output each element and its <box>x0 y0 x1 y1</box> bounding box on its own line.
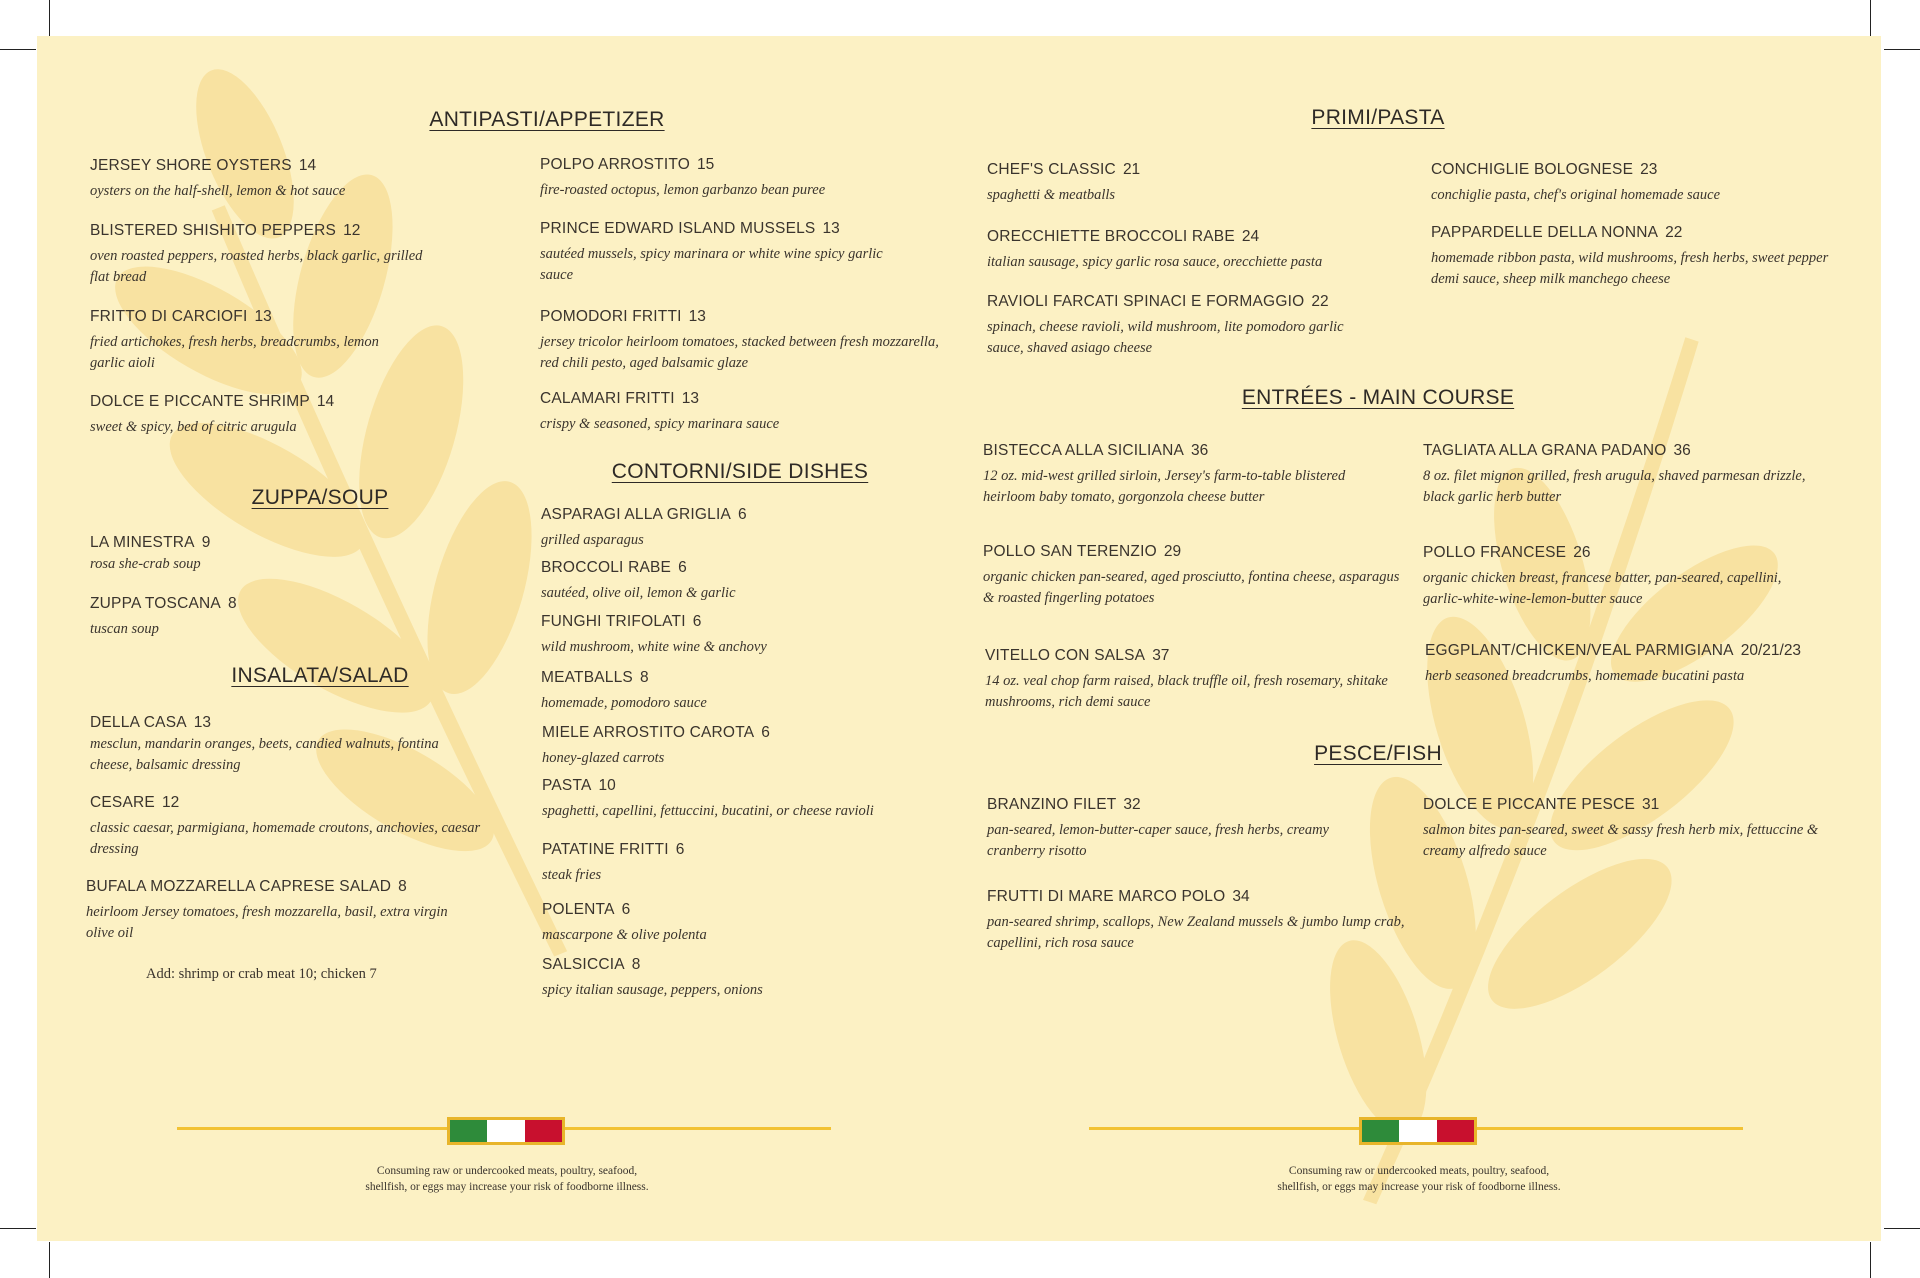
menu-item <box>542 777 962 822</box>
italian-flag-icon <box>1359 1117 1477 1145</box>
item-desc: rosa she-crab soup <box>90 556 201 572</box>
item-name: DOLCE E PICCANTE SHRIMP <box>90 393 310 410</box>
section-title-antipasti: ANTIPASTI/APPETIZER <box>429 108 665 131</box>
menu-item <box>90 714 470 776</box>
item-name: PAPPARDELLE DELLA NONNA <box>1431 224 1659 241</box>
item-desc: fried artichokes, fresh herbs, breadcrumbs, lemon garlic aioli <box>90 334 379 371</box>
item-desc: spaghetti, capellini, fettuccini, bucatini, or cheese ravioli <box>542 803 874 819</box>
menu-item <box>90 157 510 202</box>
item-desc: 14 oz. veal chop farm raised, black truffle oil, fresh rosemary, shitake mushrooms, rich demi sauce <box>985 673 1388 710</box>
menu-item <box>542 901 962 946</box>
item-name: BROCCOLI RABE <box>541 559 672 576</box>
item-price: 13 <box>193 714 212 731</box>
menu-item <box>987 796 1367 862</box>
item-desc: herb seasoned breadcrumbs, homemade bucatini pasta <box>1425 668 1745 684</box>
menu-item <box>541 613 961 658</box>
item-name: TAGLIATA ALLA GRANA PADANO <box>1423 442 1667 459</box>
item-price: 14 <box>316 393 335 410</box>
section-title-pesce: PESCE/FISH <box>1314 742 1442 765</box>
item-name: POLLO SAN TERENZIO <box>983 543 1157 560</box>
item-price: 6 <box>621 901 631 918</box>
item-price: 36 <box>1673 442 1691 459</box>
crop-mark <box>1870 1242 1871 1278</box>
section-title-entrees: ENTRÉES - MAIN COURSE <box>1241 386 1515 409</box>
item-price: 36 <box>1191 442 1209 459</box>
item-price: 13 <box>254 308 272 325</box>
item-desc: oven roasted peppers, roasted herbs, black garlic, grilled flat bread <box>90 248 423 285</box>
item-name: SALSICCIA <box>542 956 625 973</box>
item-price: 13 <box>688 308 706 325</box>
item-price: 6 <box>675 841 685 858</box>
item-desc: sautéed, olive oil, lemon & garlic <box>541 585 736 601</box>
item-desc: mesclun, mandarin oranges, beets, candied walnuts, fontina cheese, balsamic dressing <box>90 736 439 773</box>
item-price: 23 <box>1640 161 1658 178</box>
menu-item <box>1423 796 1823 862</box>
food-safety-warning <box>297 1163 717 1195</box>
warning-line: Consuming raw or undercooked meats, poultry, seafood, <box>376 1165 638 1177</box>
item-price: 15 <box>697 156 715 173</box>
item-name: POLENTA <box>542 901 615 918</box>
item-desc: honey-glazed carrots <box>542 750 665 766</box>
item-desc: grilled asparagus <box>541 532 644 548</box>
warning-line: Consuming raw or undercooked meats, poultry, seafood, <box>1288 1165 1550 1177</box>
item-desc: classic caesar, parmigiana, homemade croutons, anchovies, caesar dressing <box>90 820 481 857</box>
menu-item <box>90 794 500 860</box>
item-name: BLISTERED SHISHITO PEPPERS <box>90 222 337 239</box>
menu-item <box>540 156 940 201</box>
item-price: 8 <box>227 595 237 612</box>
menu-item <box>1431 224 1831 290</box>
item-price: 8 <box>631 956 641 973</box>
crop-mark <box>0 1228 36 1229</box>
menu-page <box>37 36 1881 1241</box>
item-price: 12 <box>343 222 361 239</box>
item-name: LA MINESTRA <box>90 534 195 551</box>
item-name: PASTA <box>542 777 592 794</box>
item-name: FUNGHI TRIFOLATI <box>541 613 686 630</box>
item-desc: steak fries <box>542 867 602 883</box>
menu-item <box>90 222 440 288</box>
item-price: 31 <box>1641 796 1660 813</box>
menu-item <box>987 161 1387 206</box>
item-price: 20/21/23 <box>1740 642 1802 659</box>
item-name: PRINCE EDWARD ISLAND MUSSELS <box>540 220 816 237</box>
menu-item <box>86 878 476 944</box>
menu-item <box>90 595 470 640</box>
menu-item <box>540 390 940 435</box>
item-price: 8 <box>398 878 407 895</box>
item-price: 13 <box>822 220 840 237</box>
menu-item <box>987 888 1407 954</box>
item-name: ASPARAGI ALLA GRIGLIA <box>541 506 731 523</box>
item-name: EGGPLANT/CHICKEN/VEAL PARMIGIANA <box>1425 642 1734 659</box>
item-price: 22 <box>1665 224 1683 241</box>
item-desc: homemade, pomodoro sauce <box>541 695 707 711</box>
item-name: ZUPPA TOSCANA <box>90 595 221 612</box>
section-title-insalata: INSALATA/SALAD <box>231 664 409 687</box>
menu-item <box>985 647 1405 713</box>
item-desc: wild mushroom, white wine & anchovy <box>541 639 767 655</box>
item-name: POLLO FRANCESE <box>1423 544 1567 561</box>
italian-flag-icon <box>447 1117 565 1145</box>
warning-line: shellfish, or eggs may increase your risk of foodborne illness. <box>1277 1181 1561 1193</box>
crop-mark <box>49 0 50 36</box>
menu-item <box>90 308 410 374</box>
item-price: 34 <box>1232 888 1250 905</box>
item-price: 24 <box>1241 228 1260 245</box>
section-title-zuppa: ZUPPA/SOUP <box>251 486 389 509</box>
item-name: JERSEY SHORE OYSTERS <box>90 157 292 174</box>
item-desc: spaghetti & meatballs <box>987 187 1116 203</box>
item-desc: organic chicken breast, francese batter, pan-seared, capellini, garlic-white-wine-lemon-butter sauce <box>1423 570 1782 607</box>
item-name: VITELLO CON SALSA <box>985 647 1146 664</box>
menu-item <box>983 442 1393 508</box>
item-name: BRANZINO FILET <box>987 796 1117 813</box>
item-name: FRUTTI DI MARE MARCO POLO <box>987 888 1226 905</box>
item-price: 6 <box>692 613 702 630</box>
menu-item <box>987 293 1367 359</box>
item-price: 22 <box>1311 293 1329 310</box>
menu-item <box>1423 442 1833 508</box>
section-title-primi: PRIMI/PASTA <box>1311 106 1445 129</box>
item-desc: pan-seared, lemon-butter-caper sauce, fresh herbs, creamy cranberry risotto <box>987 822 1329 859</box>
item-name: POLPO ARROSTITO <box>540 156 691 173</box>
item-name: CALAMARI FRITTI <box>540 390 675 407</box>
item-price: 6 <box>678 559 687 576</box>
item-desc: italian sausage, spicy garlic rosa sauce, orecchiette pasta <box>987 254 1323 270</box>
item-desc: mascarpone & olive polenta <box>542 927 707 943</box>
menu-item <box>540 308 940 374</box>
menu-item <box>540 220 910 286</box>
item-desc: heirloom Jersey tomatoes, fresh mozzarella, basil, extra virgin olive oil <box>86 904 448 941</box>
item-price: 26 <box>1573 544 1591 561</box>
item-desc: 12 oz. mid-west grilled sirloin, Jersey's farm-to-table blistered heirloom baby tomato, gorgonzola cheese butter <box>983 468 1346 505</box>
item-price: 32 <box>1123 796 1141 813</box>
item-price: 29 <box>1163 543 1182 560</box>
item-price: 21 <box>1122 161 1141 178</box>
menu-item <box>90 534 470 575</box>
crop-mark <box>1884 1228 1920 1229</box>
item-desc: conchiglie pasta, chef's original homemade sauce <box>1431 187 1721 203</box>
item-desc: crispy & seasoned, spicy marinara sauce <box>540 416 780 432</box>
menu-item <box>987 228 1407 273</box>
item-price: 37 <box>1152 647 1170 664</box>
item-name: DOLCE E PICCANTE PESCE <box>1423 796 1635 813</box>
menu-item <box>1431 161 1831 206</box>
salad-addon-note: Add: shrimp or crab meat 10; chicken 7 <box>146 966 377 982</box>
item-desc: jersey tricolor heirloom tomatoes, stacked between fresh mozzarella, red chili pesto, aged balsamic glaze <box>540 334 939 371</box>
item-desc: salmon bites pan-seared, sweet & sassy fresh herb mix, fettuccine & creamy alfredo sauce <box>1423 822 1819 859</box>
item-name: CONCHIGLIE BOLOGNESE <box>1431 161 1634 178</box>
item-name: RAVIOLI FARCATI SPINACI E FORMAGGIO <box>987 293 1305 310</box>
item-desc: 8 oz. filet mignon grilled, fresh arugula, shaved parmesan drizzle, black garlic herb butter <box>1423 468 1806 505</box>
menu-item <box>542 956 962 1001</box>
warning-line: shellfish, or eggs may increase your risk of foodborne illness. <box>365 1181 649 1193</box>
item-price: 13 <box>681 390 700 407</box>
item-name: ORECCHIETTE BROCCOLI RABE <box>987 228 1235 245</box>
menu-item <box>90 393 490 438</box>
item-desc: spicy italian sausage, peppers, onions <box>542 982 763 998</box>
item-name: DELLA CASA <box>90 714 187 731</box>
item-desc: organic chicken pan-seared, aged prosciutto, fontina cheese, asparagus & roasted fingerling potatoes <box>983 569 1400 606</box>
crop-mark <box>0 49 36 50</box>
menu-item <box>541 559 961 604</box>
item-name: MEATBALLS <box>541 669 633 686</box>
item-price: 6 <box>738 506 747 523</box>
item-desc: oysters on the half-shell, lemon & hot sauce <box>90 183 346 199</box>
menu-item <box>541 506 961 551</box>
menu-item <box>1425 642 1845 687</box>
item-name: BUFALA MOZZARELLA CAPRESE SALAD <box>86 878 392 895</box>
food-safety-warning <box>1209 1163 1629 1195</box>
item-name: CESARE <box>90 794 155 811</box>
item-price: 14 <box>298 157 317 174</box>
item-name: BISTECCA ALLA SICILIANA <box>983 442 1185 459</box>
item-price: 9 <box>201 534 211 551</box>
item-name: POMODORI FRITTI <box>540 308 682 325</box>
item-price: 10 <box>598 777 616 794</box>
item-name: FRITTO DI CARCIOFI <box>90 308 248 325</box>
menu-item <box>983 543 1403 609</box>
item-desc: sweet & spicy, bed of citric arugula <box>90 419 297 435</box>
item-price: 6 <box>761 724 770 741</box>
menu-item <box>542 724 962 769</box>
item-desc: homemade ribbon pasta, wild mushrooms, fresh herbs, sweet pepper demi sauce, sheep milk manchego cheese <box>1431 250 1829 287</box>
menu-item <box>542 841 962 886</box>
item-desc: spinach, cheese ravioli, wild mushroom, lite pomodoro garlic sauce, shaved asiago cheese <box>987 319 1344 356</box>
item-price: 8 <box>639 669 649 686</box>
item-name: CHEF'S CLASSIC <box>987 161 1116 178</box>
menu-item <box>1423 544 1823 610</box>
item-price: 12 <box>161 794 180 811</box>
item-name: MIELE ARROSTITO CAROTA <box>542 724 755 741</box>
section-title-contorni: CONTORNI/SIDE DISHES <box>611 460 869 483</box>
menu-item <box>541 669 961 714</box>
item-desc: fire-roasted octopus, lemon garbanzo bean puree <box>540 182 826 198</box>
wheat-stalk-icon <box>1267 296 1827 1241</box>
crop-mark <box>1884 49 1920 50</box>
item-name: PATATINE FRITTI <box>542 841 669 858</box>
item-desc: tuscan soup <box>90 621 159 637</box>
crop-mark <box>49 1242 50 1278</box>
item-desc: pan-seared shrimp, scallops, New Zealand mussels & jumbo lump crab, capellini, rich rosa sauce <box>987 914 1405 951</box>
crop-mark <box>1870 0 1871 36</box>
item-desc: sautéed mussels, spicy marinara or white wine spicy garlic sauce <box>540 246 883 283</box>
